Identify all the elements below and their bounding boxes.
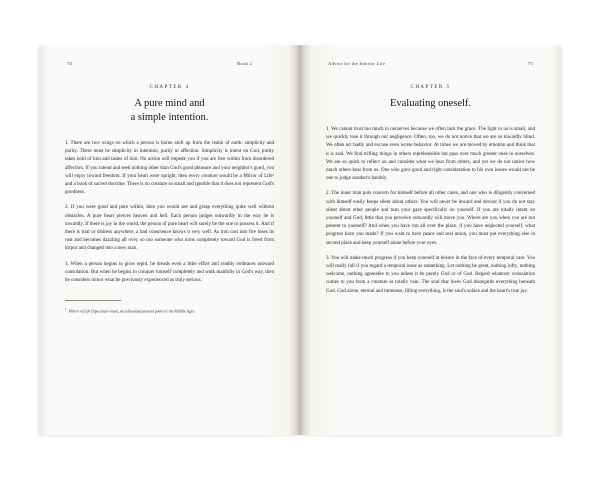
- paragraph: 1. We cannot trust too much in ourselves because we often lack the grace. The light in us is small, and we quickly lose it through our negligence. Often, too, we do not notice that we are so inwardly blind. We often act badly and excuse even worse behavior. At times we are moved by emotion and think that it is zeal. We find trifling things in others reprehensible but pass over much greater ones in ourselves. We are so quick to reflect on and consider what we bear from others, and yet we do not notice how much others bear from us. One who gave good and right consideration to his own issues would not be one to judge another's harshly.: [326, 126, 535, 182]
- paragraph: 3. You will make much progress if you keep yourself at leisure in the face of every temporal care. You will really fall if you regard a temporal issue as something. Let nothing be great, nothing lofty, nothing welcome, nothing agreeable to you unless it be purely God or of God. Regard whatever consolation comes to you from a creature as totally vain. The soul that loves God disregards everything beneath God. God alone, eternal and immense, filling everything, is the soul's solace and the heart's true joy.: [326, 254, 535, 294]
- chapter-title-left-line2: a simple intention.: [130, 112, 209, 123]
- running-head-title-left: Book 2: [237, 61, 252, 66]
- footnote-separator: [65, 300, 121, 301]
- footnote-left: [65, 306, 274, 314]
- chapter-label-right: CHAPTER 5: [410, 85, 451, 90]
- footnote-marker: 1: [65, 307, 67, 312]
- running-head-left: [65, 61, 274, 71]
- paragraph: 1. There are two wings on which a person is borne aloft up from the realm of earth: simplicity and purity. There must be simplicity in intention, purity in affection. Simplicity is intent on God, purity takes hold of him and tastes of him. No action will impede you if you are free within from disordered affection. If you intend and seek nothing other than God's good pleasure and your neighbor's good, you will enjoy inward freedom. If your heart were upright, then every creature would be a Mirror of Life¹ and a book of sacred doctrine. There is no creature so small and ignoble that it does not represent God's goodness.: [65, 140, 274, 196]
- footnote-title-italic: Mirror of Life: [68, 309, 91, 314]
- running-head-right: [326, 61, 535, 71]
- running-head-title-right: Advice for the Interior Life: [328, 61, 386, 66]
- open-book-spread: [39, 45, 561, 435]
- body-text-left: [65, 139, 274, 284]
- chapter-title-left: [65, 97, 274, 125]
- chapter-title-right: [326, 97, 535, 111]
- body-text-right: [326, 125, 535, 295]
- chapter-label-left: CHAPTER 4: [149, 85, 190, 90]
- chapter-title-right-line1: Evaluating oneself.: [389, 98, 472, 109]
- page-number-left: 74: [67, 61, 73, 66]
- book-page-right: [300, 45, 561, 435]
- paragraph: 2. If you were good and pure within, then you would see and grasp everything quite well without obstacles. A pure heart pierces heaven and hell. Each person judges outwardly in the way he is inwardly. If there is joy in the world, the person of pure heart will surely be the one to possess it. And if there is trial or distress anywhere, a bad conscience knows it very well. As iron cast into fire loses its rust and becomes dazzling all over, so too someone who turns completely toward God is freed from torpor and changed into a new man.: [65, 204, 274, 252]
- page-number-right: 75: [527, 61, 533, 66]
- book-page-left: [39, 45, 300, 435]
- footnote-rest: (Speculum vitae), an influential pastoral poem of the Middle Ages.: [90, 309, 196, 314]
- chapter-title-left-line1: A pure mind and: [134, 98, 205, 109]
- paragraph: 2. The inner man puts concern for himself before all other cares, and one who is diligently concerned with himself easily keeps silent about others. You will never be inward and devout if you do not stay silent about other people and turn your gaze specifically on yourself. If you are totally intent on yourself and God, little that you perceive outwardly will move you. Where are you when you are not present to yourself? And when you have run all over the place, if you have neglected yourself, what progress have you made? If you want to have peace and real union, you must put everything else in second place and keep yourself alone before your eyes.: [326, 190, 535, 246]
- paragraph: 3. When a person begins to grow tepid, he dreads even a little effort and readily embraces outward consolation. But when he begins to conquer himself completely and walk manfully in God's way, then he considers minor what he previously experienced as truly serious.: [65, 260, 274, 284]
